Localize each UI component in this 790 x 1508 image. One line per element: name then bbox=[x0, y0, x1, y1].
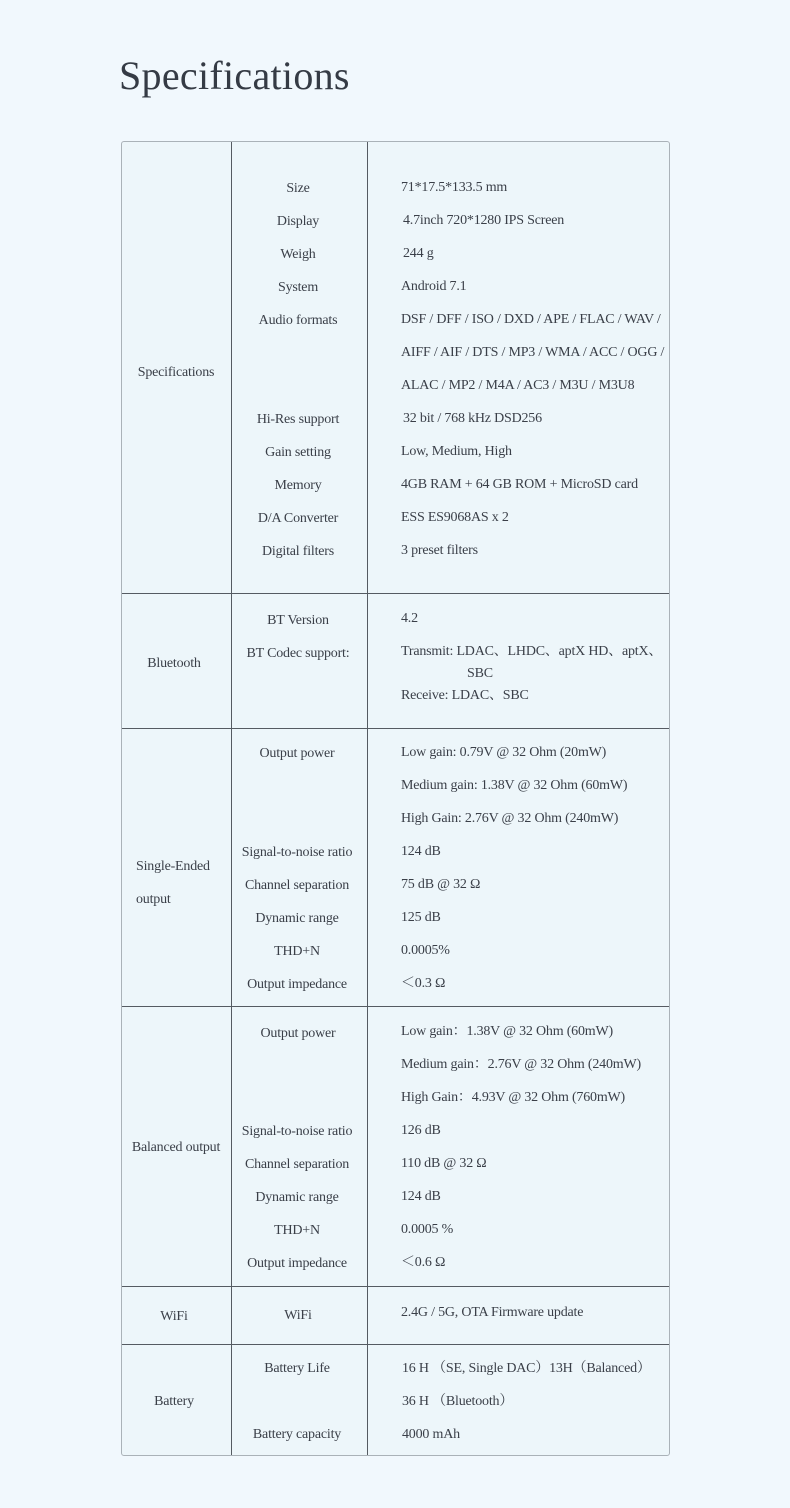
spec-value: 0.0005% bbox=[401, 943, 450, 958]
spec-label: Output impedance bbox=[247, 977, 347, 992]
spec-value: 124 dB bbox=[401, 844, 441, 859]
spec-value: 16 H （SE, Single DAC）13H（Balanced） bbox=[402, 1361, 651, 1376]
spec-label: Battery capacity bbox=[252, 1427, 342, 1442]
spec-value: Medium gain: 1.38V @ 32 Ohm (60mW) bbox=[401, 778, 628, 793]
spec-label: Output power bbox=[259, 746, 335, 761]
spec-label: Dynamic range bbox=[255, 911, 339, 926]
page-title: Specifications bbox=[119, 53, 350, 98]
spec-label: Audio formats bbox=[258, 313, 338, 328]
category-label: Specifications bbox=[137, 365, 215, 380]
spec-label: Memory bbox=[274, 478, 322, 493]
spec-label: Battery Life bbox=[264, 1361, 330, 1376]
row-divider bbox=[122, 1006, 669, 1007]
category-label: output bbox=[136, 892, 171, 907]
spec-value: AIFF / AIF / DTS / MP3 / WMA / ACC / OGG / bbox=[401, 345, 665, 360]
spec-value: Low gain: 0.79V @ 32 Ohm (20mW) bbox=[401, 745, 607, 760]
spec-label: Display bbox=[276, 214, 320, 229]
row-divider bbox=[122, 1286, 669, 1287]
spec-value: 124 dB bbox=[401, 1189, 441, 1204]
spec-value: 126 dB bbox=[401, 1123, 441, 1138]
spec-label: System bbox=[277, 280, 319, 295]
spec-value: Medium gain：2.76V @ 32 Ohm (240mW) bbox=[401, 1057, 641, 1072]
spec-value: 2.4G / 5G, OTA Firmware update bbox=[401, 1305, 584, 1320]
spec-label: Output power bbox=[260, 1026, 336, 1041]
spec-value: 4000 mAh bbox=[402, 1427, 460, 1442]
column-divider bbox=[367, 142, 368, 1455]
spec-label: Channel separation bbox=[244, 878, 350, 893]
spec-value: 4GB RAM + 64 GB ROM + MicroSD card bbox=[401, 477, 638, 492]
spec-value: 71*17.5*133.5 mm bbox=[401, 180, 508, 195]
spec-label: Size bbox=[286, 181, 310, 196]
spec-label: THD+N bbox=[274, 1223, 320, 1238]
spec-value: DSF / DFF / ISO / DXD / APE / FLAC / WAV / bbox=[401, 312, 661, 327]
spec-value: 4.2 bbox=[401, 611, 418, 626]
category-label: Battery bbox=[154, 1394, 194, 1409]
spec-label: Signal-to-noise ratio bbox=[241, 845, 353, 860]
spec-value: 75 dB @ 32 Ω bbox=[401, 877, 481, 892]
spec-table bbox=[121, 141, 670, 1456]
spec-value: 32 bit / 768 kHz DSD256 bbox=[403, 411, 542, 426]
spec-value: ＜0.6 Ω bbox=[401, 1255, 446, 1270]
spec-label: Hi-Res support bbox=[256, 412, 340, 427]
spec-label: Signal-to-noise ratio bbox=[241, 1124, 353, 1139]
spec-label: Gain setting bbox=[265, 445, 331, 460]
spec-value: Android 7.1 bbox=[401, 279, 467, 294]
spec-label: Dynamic range bbox=[255, 1190, 339, 1205]
spec-value: 3 preset filters bbox=[401, 543, 478, 558]
spec-value: 0.0005 % bbox=[401, 1222, 454, 1237]
spec-value: 110 dB @ 32 Ω bbox=[401, 1156, 487, 1171]
spec-label: D/A Converter bbox=[257, 511, 339, 526]
spec-value: ＜0.3 Ω bbox=[401, 976, 446, 991]
row-divider bbox=[122, 1344, 669, 1345]
spec-label: Digital filters bbox=[261, 544, 335, 559]
spec-value: ESS ES9068AS x 2 bbox=[401, 510, 509, 525]
category-label: Single-Ended bbox=[136, 859, 210, 874]
spec-label: Weigh bbox=[280, 247, 316, 262]
spec-value: Low, Medium, High bbox=[401, 444, 512, 459]
row-divider bbox=[122, 593, 669, 594]
spec-label: BT Codec support: bbox=[246, 646, 350, 661]
spec-value: 125 dB bbox=[401, 910, 441, 925]
category-label: Balanced output bbox=[131, 1140, 221, 1155]
spec-value: 244 g bbox=[403, 246, 434, 261]
spec-value: ALAC / MP2 / M4A / AC3 / M3U / M3U8 bbox=[401, 378, 635, 393]
spec-value: Transmit: LDAC、LHDC、aptX HD、aptX、 bbox=[401, 644, 663, 659]
spec-value: High Gain：4.93V @ 32 Ohm (760mW) bbox=[401, 1090, 625, 1105]
spec-label: BT Version bbox=[267, 613, 329, 628]
spec-value: 36 H （Bluetooth） bbox=[402, 1394, 514, 1409]
spec-label: Channel separation bbox=[244, 1157, 350, 1172]
column-divider bbox=[231, 142, 232, 1455]
spec-label: THD+N bbox=[274, 944, 320, 959]
spec-label: Output impedance bbox=[247, 1256, 347, 1271]
row-divider bbox=[122, 728, 669, 729]
spec-value: Receive: LDAC、SBC bbox=[401, 688, 529, 703]
category-label: Bluetooth bbox=[147, 656, 201, 671]
category-label: WiFi bbox=[160, 1309, 188, 1324]
spec-label: WiFi bbox=[284, 1308, 312, 1323]
spec-value: Low gain：1.38V @ 32 Ohm (60mW) bbox=[401, 1024, 613, 1039]
spec-value: High Gain: 2.76V @ 32 Ohm (240mW) bbox=[401, 811, 619, 826]
spec-value: SBC bbox=[467, 666, 493, 681]
spec-value: 4.7inch 720*1280 IPS Screen bbox=[403, 213, 565, 228]
